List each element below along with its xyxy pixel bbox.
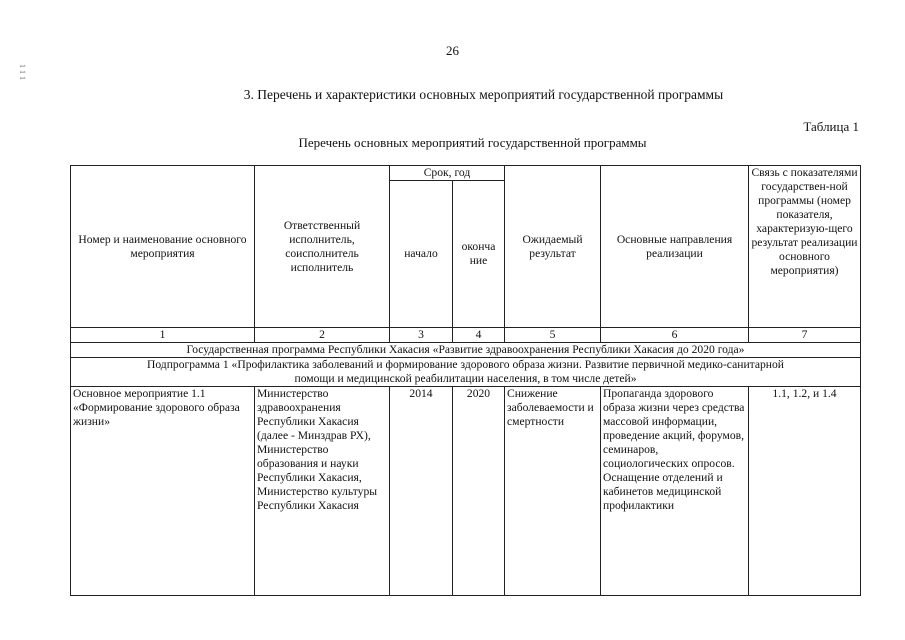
activities-table <box>70 165 861 596</box>
column-number: 1 <box>71 328 255 343</box>
program-row <box>71 343 861 358</box>
header-col1: Номер и наименование основного мероприятия <box>71 166 255 328</box>
table-label: Таблица 1 <box>803 119 859 134</box>
column-number: 3 <box>390 328 453 343</box>
section-title: 3. Перечень и характеристики основных мероприятий государственной программы <box>243 87 724 102</box>
activity-executor: Министерство здравоохранения Республики Хакасия (далее - Минздрав РХ), Министерство образования и науки Республики Хакасия, Министерство культуры Республики Хакасия <box>255 387 390 596</box>
table-row <box>71 387 861 596</box>
column-number: 4 <box>453 328 505 343</box>
header-period: Срок, год <box>390 166 505 181</box>
header-col2: Ответственный исполнитель, соисполнитель исполнитель <box>255 166 390 328</box>
column-number: 6 <box>601 328 749 343</box>
header-end: оконча ние <box>453 181 505 328</box>
column-number: 7 <box>749 328 861 343</box>
subprogram-row <box>71 358 861 387</box>
header-col5: Ожидаемый результат <box>505 166 601 328</box>
activity-directions: Пропаганда здорового образа жизни через средства массовой информации, проведение акций, форумов, семинаров, социологических опросов. Оснащение отделений и кабинетов медицинской профилактики <box>601 387 749 596</box>
header-col7: Связь с показателями государствен-ной программы (номер показателя, характеризую-щего результат реализации основного мероприятия) <box>749 166 861 328</box>
subprogram-title: Подпрограмма 1 «Профилактика заболеваний и формирование здорового образа жизни. Развитие первичной медико-санитарной помощи и медицинской реабилитации населения, в том числе детей» <box>71 358 861 387</box>
activity-result: Снижение заболеваемости и смертности <box>505 387 601 596</box>
header-col6: Основные направления реализации <box>601 166 749 328</box>
program-title: Государственная программа Республики Хакасия «Развитие здравоохранения Республики Хакасия до 2020 года» <box>71 343 861 358</box>
column-number: 2 <box>255 328 390 343</box>
activity-name: Основное мероприятие 1.1 «Формирование здорового образа жизни» <box>71 387 255 596</box>
column-number: 5 <box>505 328 601 343</box>
header-start: начало <box>390 181 453 328</box>
activity-end: 2020 <box>453 387 505 596</box>
activity-start: 2014 <box>390 387 453 596</box>
table-title: Перечень основных мероприятий государственной программы <box>298 135 647 150</box>
column-numbers-row <box>71 328 861 343</box>
activity-indicators: 1.1, 1.2, и 1.4 <box>749 387 861 596</box>
header-row <box>71 166 861 181</box>
page-number: 26 <box>446 43 459 58</box>
margin-mark: 1 1 1 <box>18 64 27 80</box>
